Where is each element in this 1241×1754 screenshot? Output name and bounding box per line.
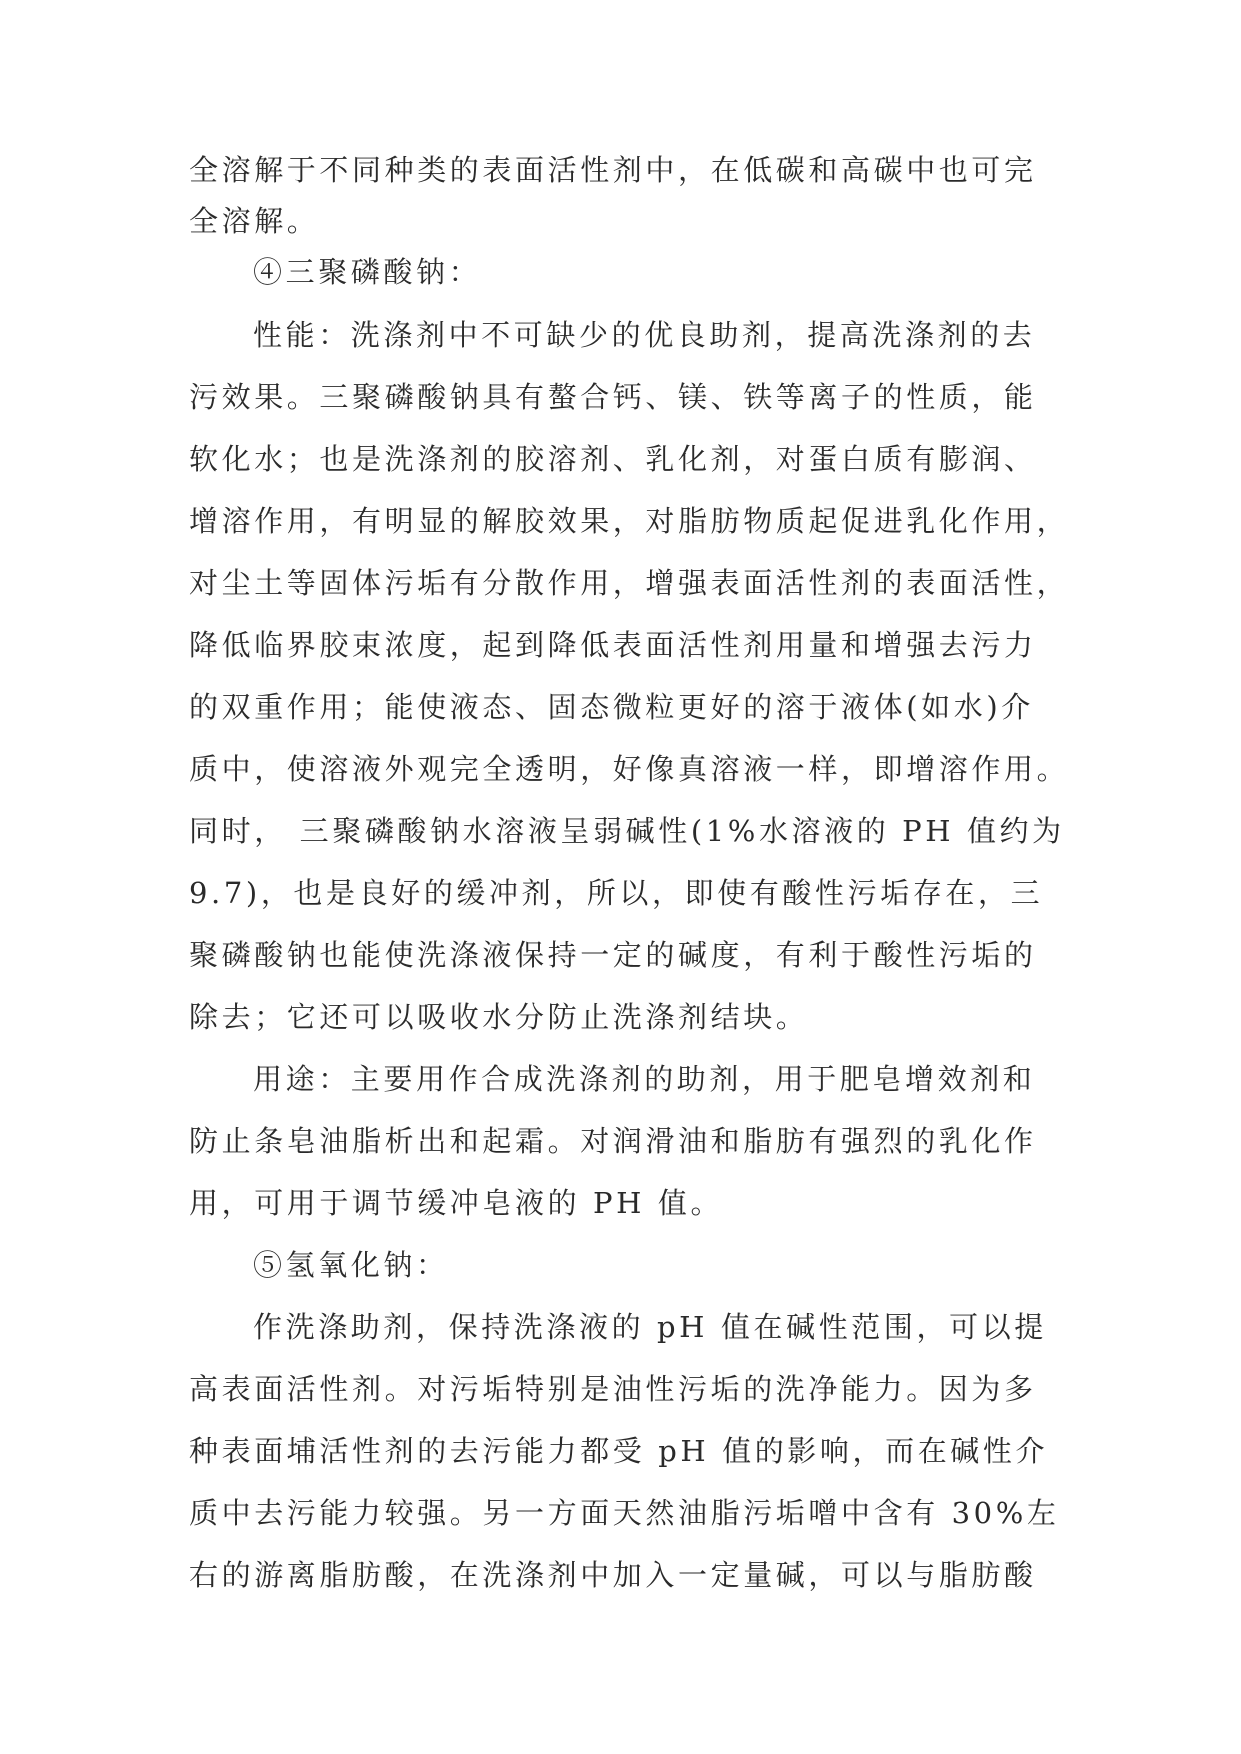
text-line: 聚磷酸钠也能使洗涤液保持一定的碱度，有利于酸性污垢的	[189, 938, 1037, 972]
text-line: 用途：主要用作合成洗涤剂的助剂，用于肥皂增效剂和	[253, 1062, 1036, 1096]
text-line: 用，可用于调节缓冲皂液的 PH 值。	[189, 1186, 724, 1220]
text-line: 质中，使溶液外观完全透明，好像真溶液一样，即增溶作用。	[189, 752, 1070, 786]
text-line: 种表面埔活性剂的去污能力都受 pH 值的影响，而在碱性介	[189, 1434, 1049, 1468]
text-line: 性能：洗涤剂中不可缺少的优良助剂，提高洗涤剂的去	[253, 318, 1036, 352]
text-line: 增溶作用，有明显的解胶效果，对脂肪物质起促进乳化作用，	[189, 504, 1070, 538]
text-line: 软化水；也是洗涤剂的胶溶剂、乳化剂，对蛋白质有膨润、	[189, 442, 1037, 476]
text-line: 9.7)，也是良好的缓冲剂，所以，即使有酸性污垢存在，三	[189, 876, 1044, 910]
section-heading: ⑤氢氧化钠：	[253, 1248, 449, 1282]
text-line: 右的游离脂肪酸，在洗涤剂中加入一定量碱，可以与脂肪酸	[189, 1558, 1037, 1592]
text-line: 除去；它还可以吸收水分防止洗涤剂结块。	[189, 1000, 809, 1034]
text-line: 同时， 三聚磷酸钠水溶液呈弱碱性(1%水溶液的 PH 值约为	[189, 814, 1065, 848]
text-line: 污效果。三聚磷酸钠具有螯合钙、镁、铁等离子的性质，能	[189, 380, 1037, 414]
text-line: 全溶解。	[189, 204, 320, 238]
text-line: 作洗涤助剂，保持洗涤液的 pH 值在碱性范围，可以提	[253, 1310, 1047, 1344]
text-line: 降低临界胶束浓度，起到降低表面活性剂用量和增强去污力	[189, 628, 1037, 662]
text-line: 高表面活性剂。对污垢特别是油性污垢的洗净能力。因为多	[189, 1372, 1037, 1406]
text-line: 对尘土等固体污垢有分散作用，增强表面活性剂的表面活性，	[189, 566, 1070, 600]
text-line: 质中去污能力较强。另一方面天然油脂污垢噌中含有 30%左	[189, 1496, 1060, 1530]
text-line: 的双重作用；能使液态、固态微粒更好的溶于液体(如水)介	[189, 690, 1034, 724]
text-line: 防止条皂油脂析出和起霜。对润滑油和脂肪有强烈的乳化作	[189, 1124, 1037, 1158]
text-line: 全溶解于不同种类的表面活性剂中，在低碳和高碳中也可完	[189, 153, 1037, 187]
section-heading: ④三聚磷酸钠：	[253, 255, 482, 289]
